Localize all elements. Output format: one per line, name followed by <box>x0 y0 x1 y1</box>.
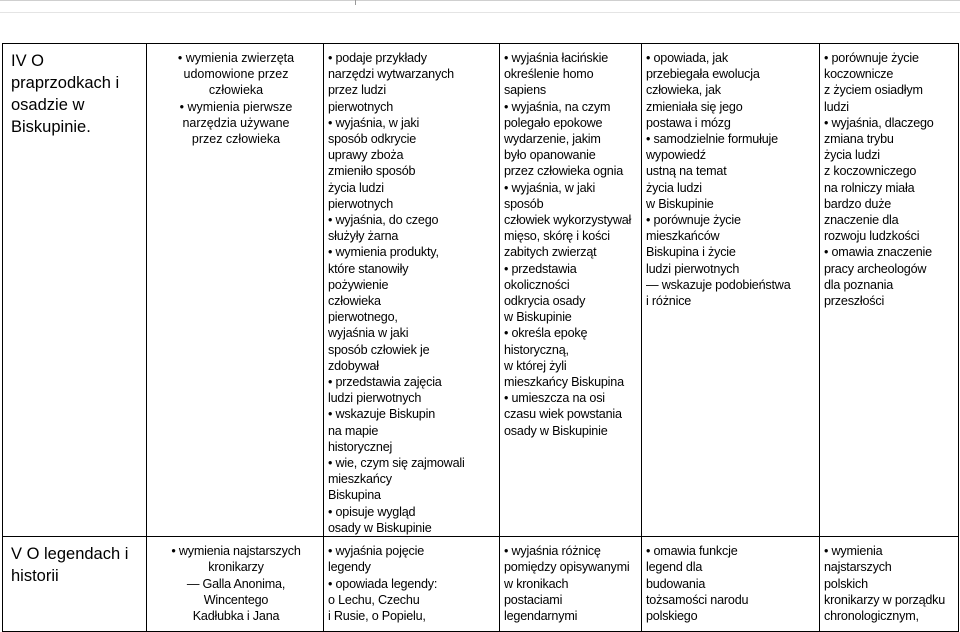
requirement-line: najstarszych <box>824 560 892 575</box>
requirement-line: przez człowieka <box>191 132 281 147</box>
requirement-line: w Biskupinie <box>504 310 572 325</box>
requirement-line: udomowione przez <box>183 67 289 82</box>
requirement-line: • porównuje życie <box>646 213 741 228</box>
requirement-line: budowania <box>646 576 706 591</box>
requirement-line: pracy archeologów <box>824 261 927 276</box>
requirement-line: pożywienie <box>328 277 389 292</box>
requirement-line: rozwoju ludzkości <box>824 229 920 244</box>
requirement-line: Biskupina <box>328 488 381 503</box>
requirement-line: legend dla <box>646 560 703 575</box>
requirements-cell <box>324 44 500 537</box>
requirement-line: mieszkańcy <box>328 472 392 487</box>
requirement-line: • opowiada, jak <box>646 51 728 65</box>
section-title-line: praprzodkach i <box>11 74 120 92</box>
requirement-line: osady w Biskupinie <box>328 520 432 535</box>
requirements-text <box>147 537 323 624</box>
requirements-cell <box>500 44 642 537</box>
requirement-line: pierwotnych <box>328 196 393 211</box>
requirement-line: polskiego <box>646 608 698 623</box>
requirement-line: osady w Biskupinie <box>504 423 608 438</box>
requirement-line: mieszkańców <box>646 229 720 244</box>
requirement-line: sposób człowiek je <box>328 342 430 357</box>
requirement-line: • porównuje życie <box>824 51 919 65</box>
requirement-line: mieszkańcy Biskupina <box>504 375 624 390</box>
requirement-line: dla poznania <box>824 277 894 292</box>
requirement-line: zmieniała się jego <box>646 99 743 114</box>
section-title-line: historii <box>11 567 59 586</box>
requirement-line: • wyjaśnia, w jaki <box>504 180 596 195</box>
requirement-line: postaciami <box>504 592 563 607</box>
requirements-cell <box>324 537 500 632</box>
requirement-line: • wymienia zwierzęta <box>177 51 295 65</box>
requirement-line: • wyjaśnia różnicę <box>504 544 601 559</box>
requirement-line: wypowiedź <box>646 148 706 163</box>
requirement-line: pierwotnego, <box>328 310 398 325</box>
requirement-line: kronikarzy w porządku <box>824 592 946 607</box>
requirement-line: na rolniczy miała <box>824 180 915 195</box>
requirement-line: polegało epokowe <box>504 115 603 130</box>
requirement-line: przez człowieka ognia <box>504 164 624 179</box>
requirement-line: życia ludzi <box>824 148 880 163</box>
section-title-line: Biskupinie. <box>11 118 91 136</box>
requirement-line: określenie homo <box>504 67 594 82</box>
requirement-line: legendarnymi <box>504 608 578 623</box>
requirement-line: narzędzia używane <box>182 115 290 130</box>
requirement-line: • wskazuje Biskupin <box>328 407 436 422</box>
requirement-line: z koczowniczego <box>824 164 917 179</box>
section-title-line: IV O <box>11 52 45 70</box>
requirement-line: • wyjaśnia łacińskie <box>504 51 609 65</box>
requirement-line: • podaje przykłady <box>328 51 427 65</box>
requirement-line: pomiędzy opisywanymi <box>504 560 630 575</box>
requirement-line: było opanowanie <box>504 148 596 163</box>
requirements-text <box>324 44 499 536</box>
requirement-line: ludzi pierwotnych <box>328 391 422 406</box>
requirement-line: • wyjaśnia, w jaki <box>328 115 420 130</box>
requirement-line: życia ludzi <box>328 180 384 195</box>
requirement-line: • omawia znaczenie <box>824 245 932 260</box>
requirements-cell <box>147 44 324 537</box>
requirement-line: i Rusie, o Popielu, <box>328 608 426 623</box>
requirements-text <box>500 44 641 439</box>
requirement-line: na mapie <box>328 423 379 438</box>
requirements-cell <box>500 537 642 632</box>
requirements-text <box>642 537 819 624</box>
requirement-line: — wskazuje podobieństwa <box>646 277 791 292</box>
requirement-line: • opowiada legendy: <box>328 576 438 591</box>
section-title <box>3 537 146 587</box>
requirement-line: mięso, skórę i kości <box>504 229 610 244</box>
requirements-cell <box>820 44 959 537</box>
requirement-line: • wie, czym się zajmowali <box>328 456 465 471</box>
requirement-line: • przedstawia zajęcia <box>328 375 442 390</box>
requirement-line: • wymienia produkty, <box>328 245 439 260</box>
section-title-cell <box>3 537 147 632</box>
section-title-line: osadzie w <box>11 96 85 114</box>
requirement-line: Biskupina i życie <box>646 245 736 260</box>
requirement-line: ludzi pierwotnych <box>646 261 740 276</box>
requirement-line: zmieniło sposób <box>328 164 416 179</box>
requirement-line: koczownicze <box>824 67 894 82</box>
requirement-line: okoliczności <box>504 277 570 292</box>
requirement-line: wydarzenie, jakim <box>504 132 601 147</box>
requirement-line: z życiem osiadłym <box>824 83 923 98</box>
requirement-line: • wyjaśnia pojęcie <box>328 544 425 559</box>
requirement-line: które stanowiły <box>328 261 409 276</box>
requirement-line: bardzo duże <box>824 196 892 211</box>
requirement-line: człowieka <box>208 83 264 98</box>
requirements-text <box>642 44 819 309</box>
requirement-line: przebiegała ewolucja <box>646 67 760 82</box>
requirement-line: postawa i mózg <box>646 115 731 130</box>
requirements-cell <box>642 44 820 537</box>
requirement-line: człowieka, jak <box>646 83 721 98</box>
requirement-line: zdobywał <box>328 358 379 373</box>
requirement-line: • wymienia najstarszych <box>171 544 301 559</box>
requirement-line: czasu wiek powstania <box>504 407 622 422</box>
requirement-line: • opisuje wygląd <box>328 504 416 519</box>
requirement-line: odkrycia osady <box>504 294 586 309</box>
top-rule <box>0 0 960 1</box>
requirement-line: przeszłości <box>824 294 885 309</box>
requirements-cell <box>147 537 324 632</box>
requirement-line: zmiana trybu <box>824 132 894 147</box>
requirement-line: i różnice <box>646 294 692 309</box>
requirements-cell <box>642 537 820 632</box>
requirements-text <box>500 537 641 624</box>
table-row <box>3 537 959 632</box>
requirements-cell <box>820 537 959 632</box>
requirement-line: • samodzielnie formułuje <box>646 132 778 147</box>
requirement-line: uprawy zboża <box>328 148 404 163</box>
requirement-line: — Galla Anonima, <box>186 576 286 591</box>
section-title-cell <box>3 44 147 537</box>
requirement-line: • przedstawia <box>504 261 577 276</box>
requirement-line: sposób odkrycie <box>328 132 417 147</box>
requirement-line: znaczenie dla <box>824 213 899 228</box>
requirement-line: w której żyli <box>504 358 567 373</box>
requirement-line: • wyjaśnia, na czym <box>504 99 611 114</box>
requirement-line: • wyjaśnia, do czego <box>328 213 439 228</box>
requirement-line: • umieszcza na osi <box>504 391 605 406</box>
requirement-line: Wincentego <box>203 592 269 607</box>
requirement-line: zabitych zwierząt <box>504 245 597 260</box>
requirement-line: wyjaśnia w jaki <box>328 326 409 341</box>
requirements-text <box>147 44 323 147</box>
requirement-line: o Lechu, Czechu <box>328 592 420 607</box>
requirement-line: człowieka <box>328 294 381 309</box>
requirement-line: • wymienia pierwsze <box>179 99 293 114</box>
requirements-text <box>820 537 958 624</box>
requirement-line: narzędzi wytwarzanych <box>328 67 454 82</box>
requirement-line: ustną na temat <box>646 164 727 179</box>
requirements-table <box>2 43 959 632</box>
requirement-line: służyły żarna <box>328 229 399 244</box>
requirement-line: historyczną, <box>504 342 569 357</box>
section-title-line: V O legendach i <box>11 545 129 564</box>
requirement-line: • wyjaśnia, dlaczego <box>824 115 934 130</box>
page-tick-mark <box>355 0 356 5</box>
requirement-line: w kronikach <box>504 576 569 591</box>
requirement-line: życia ludzi <box>646 180 702 195</box>
requirement-line: sposób <box>504 196 544 211</box>
requirement-line: • omawia funkcje <box>646 544 738 559</box>
requirement-line: ludzi <box>824 99 849 114</box>
requirement-line: człowiek wykorzystywał <box>504 213 632 228</box>
header-rule <box>0 12 960 13</box>
requirement-line: legendy <box>328 560 371 575</box>
requirement-line: sapiens <box>504 83 547 98</box>
requirement-line: • wymienia <box>824 544 883 559</box>
requirements-text <box>820 44 958 309</box>
table-row <box>3 44 959 537</box>
requirement-line: • określa epokę <box>504 326 588 341</box>
requirement-line: historycznej <box>328 439 393 454</box>
requirement-line: Kadłubka i Jana <box>192 608 280 623</box>
requirement-line: chronologicznym, <box>824 608 919 623</box>
section-title <box>3 44 146 138</box>
requirement-line: pierwotnych <box>328 99 393 114</box>
requirement-line: w Biskupinie <box>646 196 714 211</box>
requirement-line: kronikarzy <box>208 560 264 575</box>
requirement-line: tożsamości narodu <box>646 592 749 607</box>
requirements-text <box>324 537 499 624</box>
requirement-line: przez ludzi <box>328 83 386 98</box>
requirement-line: polskich <box>824 576 868 591</box>
